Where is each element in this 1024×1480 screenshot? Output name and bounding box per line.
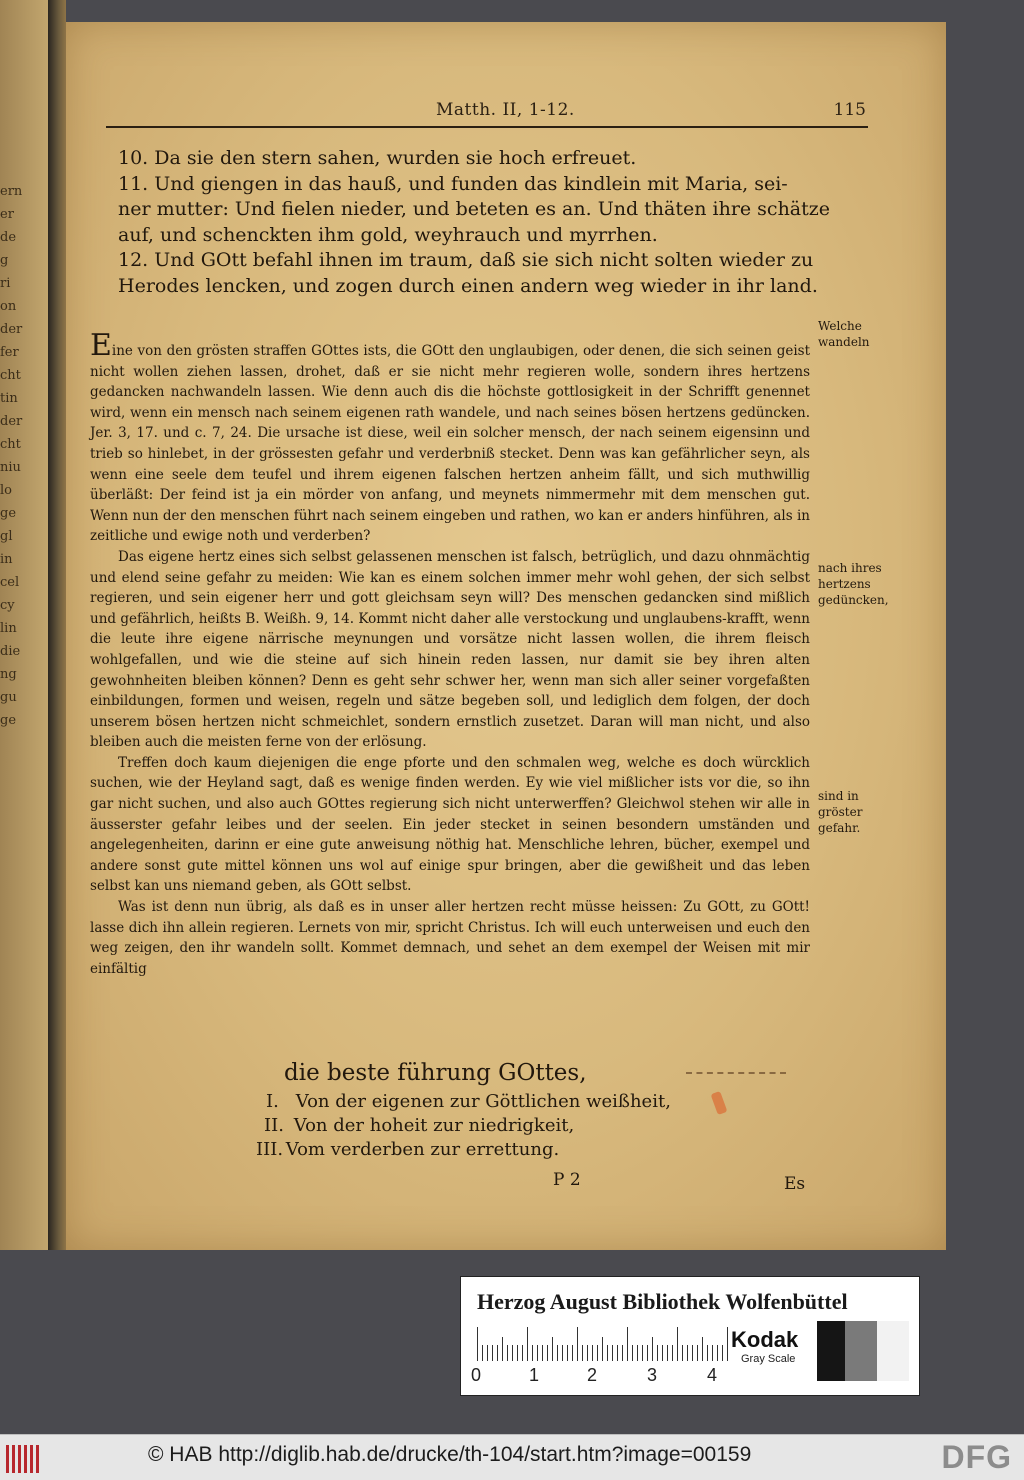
facing-page-fragment: ng [0, 667, 17, 682]
running-header [106, 100, 866, 124]
ruler-tick [602, 1337, 603, 1361]
marginal-line: wandeln [818, 335, 870, 349]
ruler-tick [647, 1345, 648, 1361]
gray-patch-black [817, 1321, 845, 1381]
ruler-number: 3 [647, 1365, 658, 1385]
facing-page-fragment: er [0, 207, 14, 222]
ruler-tick [587, 1345, 588, 1361]
ruler-tick [582, 1345, 583, 1361]
sermon-outline [196, 1056, 716, 1162]
ruler-tick [562, 1345, 563, 1361]
ruler-tick [642, 1345, 643, 1361]
ruler-tick [477, 1327, 478, 1361]
facing-page-fragment: der [0, 414, 23, 429]
ruler-tick [727, 1327, 728, 1361]
outline-numeral: III. [256, 1139, 284, 1160]
marginal-line: Welche [818, 319, 862, 333]
marginal-line: gröster [818, 805, 863, 819]
ruler-number: 0 [471, 1365, 482, 1385]
outline-text: Von der eigenen zur Göttlichen weißheit, [295, 1091, 671, 1112]
hab-logo-icon [6, 1445, 46, 1473]
facing-page-fragment: cht [0, 437, 21, 452]
ruler-tick [627, 1327, 628, 1361]
logo-bar [12, 1445, 15, 1473]
facing-page-fragment: niu [0, 460, 21, 475]
facing-page-fragment: ern [0, 184, 23, 199]
ruler-tick [687, 1345, 688, 1361]
facing-page-fragment: cht [0, 368, 21, 383]
facing-page-fragment: lin [0, 621, 17, 636]
facing-page-fragment: gl [0, 529, 13, 544]
ruler-tick [692, 1345, 693, 1361]
ruler-tick [697, 1345, 698, 1361]
ruler-tick [682, 1345, 683, 1361]
verse-line: 12. Und GOtt befahl ihnen im traum, daß sie sich nicht solten wieder zu [118, 249, 814, 271]
facing-page-fragment: cel [0, 575, 20, 590]
ruler-tick [557, 1345, 558, 1361]
ruler-tick [567, 1345, 568, 1361]
facing-page-fragment: ge [0, 713, 17, 728]
ruler-tick [497, 1345, 498, 1361]
ruler-tick [552, 1337, 553, 1361]
marginal-line: gefahr. [818, 821, 861, 835]
ruler-tick [707, 1345, 708, 1361]
gray-patch-white [877, 1321, 909, 1381]
outline-heading: die beste führung GOttes, [284, 1060, 587, 1086]
logo-bar [18, 1445, 21, 1473]
ruler-tick [517, 1345, 518, 1361]
ruler-tick [537, 1345, 538, 1361]
verse-line: 11. Und giengen in das hauß, und funden das kindlein mit Maria, sei- [118, 172, 788, 195]
ruler-tick [542, 1345, 543, 1361]
ruler-tick [577, 1327, 578, 1361]
facing-page-fragment: die [0, 644, 21, 659]
marginal-note [818, 788, 898, 836]
outline-item [256, 1138, 716, 1162]
library-color-card [460, 1276, 920, 1396]
facing-page-fragment: gu [0, 690, 17, 705]
verse-line: 10. Da sie den stern sahen, wurden sie hoch erfreuet. [118, 147, 637, 169]
facing-page-fragment: de [0, 230, 17, 245]
ruler-tick [612, 1345, 613, 1361]
catchword: Es [784, 1174, 806, 1194]
footer-copyright: © HAB http://diglib.hab.de/drucke/th-104/start.htm?image=00159 [148, 1443, 752, 1466]
marginal-line: nach ihres [818, 561, 882, 575]
library-card-title: Herzog August Bibliothek Wolfenbüttel [477, 1289, 848, 1314]
ruler-tick [637, 1345, 638, 1361]
verse-line: Herodes lencken, und zogen durch einen andern weg wieder in ihr land. [118, 274, 818, 297]
facing-page-fragment: g [0, 253, 9, 268]
facing-page-fragments [0, 180, 26, 732]
verse-line: auf, und schenckten ihm gold, weyhrauch und myrrhen. [118, 223, 658, 246]
kodak-subtitle: Gray Scale [741, 1353, 796, 1365]
logo-bar [30, 1445, 33, 1473]
ruler-tick [572, 1345, 573, 1361]
ruler-tick [492, 1345, 493, 1361]
ruler-tick [652, 1337, 653, 1361]
ruler-tick [532, 1345, 533, 1361]
outline-numeral: I. [266, 1091, 279, 1112]
sermon-body [90, 328, 810, 979]
ruler-tick [712, 1345, 713, 1361]
footer-bar [0, 1434, 1024, 1480]
outline-item [264, 1114, 716, 1138]
marginal-note [818, 560, 898, 608]
facing-page-fragment: ge [0, 506, 17, 521]
outline-text: Von der hoheit zur niedrigkeit, [293, 1115, 575, 1136]
ruler-tick [632, 1345, 633, 1361]
ruler-tick [607, 1345, 608, 1361]
facing-page-fragment: tin [0, 391, 18, 406]
facing-page-fragment: cy [0, 598, 15, 613]
gray-patch-mid [845, 1321, 877, 1381]
ruler-number: 1 [529, 1365, 540, 1385]
paragraph: Das eigene hertz eines sich selbst gelassenen menschen ist falsch, betrüglich, und dazu ohnmächtig und elend seine gefahr zu meiden: Wie kan es einem solchen immer mehr wohl gehen, der sich selbst regieren, und sein eigener herr und gott gleichsam seyn will? Des menschen gedancken sind mißlich und gefährlich, heißts B. Weißh. 9, 14. Kommt nicht daher alle verstockung und unglaubens-krafft, wenn die leute ihre eigene närrische meynungen und vorsätze nicht lassen wollen, die ihrem fleisch wohlgefallen, und wie die steine auf sich hinein reden lassen, nur damit sie bey ihren alten gewohnheiten bleiben können? Denn es geht sehr schwer her, wenn man sich aller seiner vorgefaßten einbildungen, formen und weisen, regeln und sätze begeben soll, und lediglich dem folgen, der doch unserem bösen hertzen nicht schmeichlet, sondern ernstlich zusetzet. Daran will man nicht, und also bleiben auch die meisten ferne von der erlösung. [90, 548, 810, 751]
facing-page-fragment: in [0, 552, 13, 567]
ruler-tick [547, 1345, 548, 1361]
kodak-brand: Kodak [731, 1327, 799, 1352]
ruler-tick [507, 1345, 508, 1361]
ruler-tick [657, 1345, 658, 1361]
paragraph: Treffen doch kaum diejenigen die enge pforte und den schmalen weg, welche es doch würcklich suchen, wie der Heyland sagt, daß es wenige finden werden. Ey wie viel mißlicher ists vor die, so ihn gar nicht suchen, und also auch GOttes regierung sich nicht unterwerffen? Gleichwol stehen wir alle in äusserster gefahr leibes und der seelen. Ein jeder stecket in seinen besondern umständen und angelegenheiten, darinn er eine gute anweisung nöthig hat. Menschliche lehren, bücher, exempel und andere sonst gute mittel können uns wol auf einige spur bringen, aber die gewißheit und das leben selbst kan uns niemand geben, als GOtt selbst. [90, 754, 810, 895]
ruler-tick [677, 1327, 678, 1361]
facing-page-fragment: der [0, 322, 23, 337]
facing-page-fragment: lo [0, 483, 12, 498]
logo-bar [24, 1445, 27, 1473]
marginal-line: sind in [818, 789, 859, 803]
decorative-flourish [686, 1072, 786, 1074]
book-page [66, 22, 946, 1250]
ruler-tick [617, 1345, 618, 1361]
verse-line: ner mutter: Und fielen nieder, und beteten es an. Und thäten ihre schätze [118, 198, 831, 220]
facing-page-fragment: on [0, 299, 17, 314]
facing-page-fragment: fer [0, 345, 19, 360]
marginal-line: hertzens [818, 577, 871, 591]
ruler-tick [482, 1345, 483, 1361]
ruler-tick [512, 1345, 513, 1361]
ruler-scale [477, 1325, 729, 1361]
ruler-tick [502, 1337, 503, 1361]
paragraph: Was ist denn nun übrig, als daß es in unser aller hertzen recht müsse heissen: Zu GOtt, zu GOtt! lasse dich ihn allein regieren. Lernets von mir, spricht Christus. Ich will euch unterweisen und euch den weg zeigen, den ihr wandeln sollt. Kommet demnach, und sehet an dem exempel der Weisen mit mir einfältig [90, 899, 810, 977]
ruler-tick [667, 1345, 668, 1361]
ruler-tick [722, 1345, 723, 1361]
dfg-logo: DFG [941, 1439, 1012, 1475]
signature-mark: P 2 [553, 1170, 581, 1190]
paragraph: Eine von den grösten straffen GOttes ists, die GOtt den unglaubigen, oder denen, die sich seinen geist nicht wollen ziehen lassen, drohet, daß er sie nicht mehr regieren wolle, sondern ihres hertzens gedancken nachwandeln lassen. Wie denn auch dis die höchste gottlosigkeit in der Schrifft genennet wird, wenn ein mensch nach seinem eigenen rath wandele, und nach seines bösen hertzens gedüncken. Jer. 3, 17. und c. 7, 24. Die ursache ist diese, weil ein solcher mensch, der nach seinem eigensinn und trieb so hinlebet, in der grössesten gefahr und verderbniß stecket. Denn was kan gefährlicher seyn, als wenn eine seele dem teufel und ihrem eigenen falschen hertzen anheim fällt, und sich muthwillig überläßt: Der feind ist ja ein mörder von anfang, und meynets nimmermehr mit dem menschen gut. Wenn nun der den menschen führt nach seinem eingeben und rathen, wo kan er anders hinführen, als in zeitliche und ewige noth und verderben? [90, 328, 810, 545]
page-number: 115 [833, 100, 866, 120]
running-title: Matth. II, 1-12. [436, 100, 575, 120]
facing-page-edge [0, 0, 50, 1250]
outline-item [266, 1090, 716, 1114]
book-spine [48, 0, 66, 1250]
ruler-tick [597, 1345, 598, 1361]
ruler-tick [672, 1345, 673, 1361]
ruler-number: 4 [707, 1365, 718, 1385]
marginal-note [818, 318, 898, 350]
ruler-tick [527, 1327, 528, 1361]
ruler-tick [702, 1337, 703, 1361]
facing-page-fragment: ri [0, 276, 11, 291]
logo-bar [6, 1445, 9, 1473]
gray-scale-patches [817, 1321, 909, 1381]
ruler-tick [622, 1345, 623, 1361]
header-rule [106, 126, 868, 128]
ruler-tick [522, 1345, 523, 1361]
ruler-tick [487, 1345, 488, 1361]
scripture-verses [118, 146, 870, 299]
ruler-tick [592, 1345, 593, 1361]
ruler-tick [717, 1345, 718, 1361]
logo-bar [36, 1445, 39, 1473]
marginal-line: gedüncken, [818, 593, 889, 607]
outline-numeral: II. [264, 1115, 284, 1136]
outline-text: Vom verderben zur errettung. [285, 1139, 560, 1160]
ruler-tick [662, 1345, 663, 1361]
ruler-number: 2 [587, 1365, 598, 1385]
